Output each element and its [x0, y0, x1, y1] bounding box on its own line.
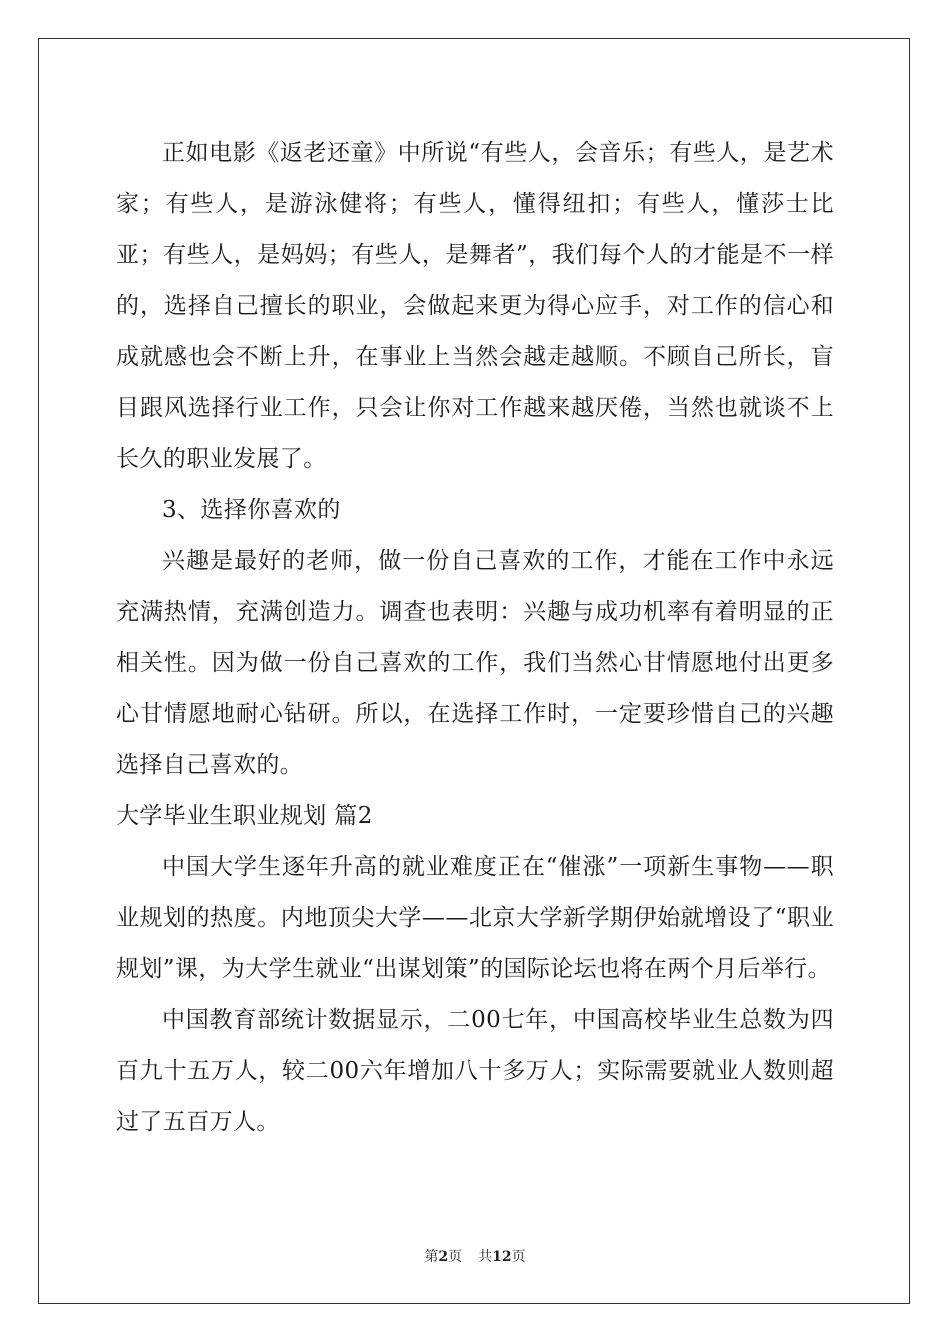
page-total-number: 12	[492, 1249, 512, 1265]
page-prefix: 第	[424, 1249, 439, 1265]
paragraph-talent: 正如电影《返老还童》中所说“有些人，会音乐；有些人，是艺术家；有些人，是游泳健将；有些人，懂得纽扣；有些人，懂莎士比亚；有些人，是妈妈；有些人，是舞者”，我们每个人的才能是不一样的，选择自己擅长的职业，会做起来更为得心应手，对工作的信心和成就感也会不断上升，在事业上当然会越走越顺。不顾自己所长，盲目跟风选择行业工作，只会让你对工作越来越厌倦，当然也就谈不上长久的职业发展了。	[116, 140, 834, 472]
paragraph-interest: 兴趣是最好的老师，做一份自己喜欢的工作，才能在工作中永远充满热情，充满创造力。调查也表明：兴趣与成功机率有着明显的正相关性。因为做一份自己喜欢的工作，我们当然心甘情愿地付出更多心甘情愿地耐心钻研。所以，在选择工作时，一定要珍惜自己的兴趣选择自己喜欢的。	[116, 548, 834, 778]
total-suffix: 页	[511, 1249, 526, 1265]
total-prefix: 共	[478, 1249, 493, 1265]
paragraph-statistics: 中国教育部统计数据显示，二00七年，中国高校毕业生总数为四百九十五万人，较二00六年增加八十多万人；实际需要就业人数则超过了五百万人。	[116, 1007, 834, 1135]
page-suffix: 页	[448, 1249, 463, 1265]
document-body	[116, 128, 834, 1148]
page-current-number: 2	[438, 1249, 449, 1265]
page-footer	[0, 1246, 950, 1266]
section-title: 大学毕业生职业规划 篇2	[116, 803, 373, 829]
subheading-choose-what-you-like: 3、选择你喜欢的	[162, 497, 341, 523]
paragraph-career-planning: 中国大学生逐年升高的就业难度正在“催涨”一项新生事物——职业规划的热度。内地顶尖大学——北京大学新学期伊始就增设了“职业规划”课，为大学生就业“出谋划策”的国际论坛也将在两个月后举行。	[116, 854, 834, 982]
